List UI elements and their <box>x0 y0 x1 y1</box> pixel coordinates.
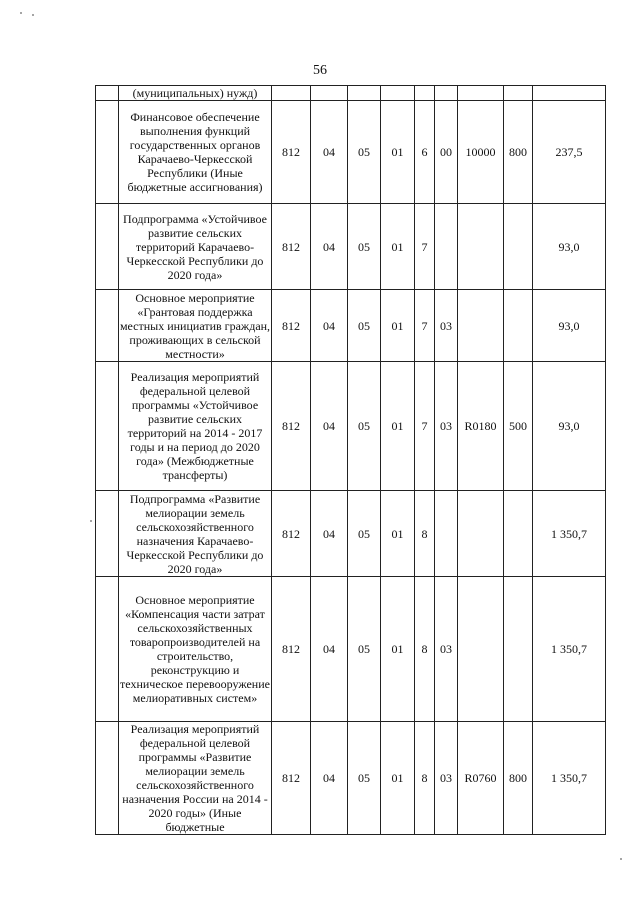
amount-cell: 93,0 <box>533 362 606 491</box>
subprogram-code-cell: 8 <box>415 577 435 722</box>
row-name-cell: Основное мероприятие «Грантовая поддержка местных инициатив граждан, проживающих в сельской местности» <box>119 290 271 361</box>
table-row <box>96 204 606 290</box>
subprogram-code-cell: 6 <box>415 101 435 204</box>
admin-code-cell: 812 <box>272 362 311 491</box>
direction-code-cell: R0180 <box>458 362 504 491</box>
subsection-code-cell <box>348 86 381 101</box>
row-name-cell: Подпрограмма «Устойчивое развитие сельских территорий Карачаево-Черкесской Республики до 2020 года» <box>119 204 272 290</box>
expense-type-code-cell <box>504 491 533 577</box>
measure-code-cell <box>435 86 458 101</box>
amount-cell <box>533 86 606 101</box>
program-code-cell <box>381 86 415 101</box>
expense-type-code-cell <box>504 290 533 362</box>
program-code-cell: 01 <box>381 722 415 835</box>
amount-cell: 1 350,7 <box>533 722 606 835</box>
row-name-cell: (муниципальных) нужд) <box>119 86 272 101</box>
subsection-code-cell: 05 <box>348 362 381 491</box>
table-row <box>96 491 606 577</box>
expense-type-code-cell <box>504 86 533 101</box>
blank-cell <box>96 577 119 722</box>
subprogram-code-cell <box>415 86 435 101</box>
scan-speck <box>32 14 34 16</box>
expense-type-code-cell: 500 <box>504 362 533 491</box>
section-code-cell: 04 <box>311 101 348 204</box>
measure-code-cell <box>435 204 458 290</box>
subprogram-code-cell: 7 <box>415 204 435 290</box>
subsection-code-cell: 05 <box>348 204 381 290</box>
blank-cell <box>96 101 119 204</box>
subprogram-code-cell: 8 <box>415 491 435 577</box>
admin-code-cell: 812 <box>272 491 311 577</box>
section-code-cell <box>311 86 348 101</box>
row-name-cell: Реализация мероприятий федеральной целевой программы «Развитие мелиорации земель сельскохозяйственного назначения России на 2014 - 2020 годы» (Иные бюджетные <box>119 722 272 835</box>
blank-cell <box>96 362 119 491</box>
direction-code-cell <box>458 290 504 362</box>
direction-code-cell: 10000 <box>458 101 504 204</box>
table-row <box>96 577 606 722</box>
admin-code-cell: 812 <box>272 101 311 204</box>
row-name-cell: Основное мероприятие «Компенсация части затрат сельскохозяйственных товаропроизводителей на строительство, реконструкцию и техническое перевооружение мелиоративных систем» <box>119 577 272 722</box>
measure-code-cell: 03 <box>435 722 458 835</box>
expense-type-code-cell <box>504 204 533 290</box>
admin-code-cell <box>272 86 311 101</box>
program-code-cell: 01 <box>381 577 415 722</box>
measure-code-cell <box>435 491 458 577</box>
expense-type-code-cell: 800 <box>504 101 533 204</box>
amount-cell: 1 350,7 <box>533 577 606 722</box>
subprogram-code-cell: 7 <box>415 362 435 491</box>
section-code-cell: 04 <box>311 362 348 491</box>
program-code-cell: 01 <box>381 204 415 290</box>
expense-type-code-cell <box>504 577 533 722</box>
subsection-code-cell: 05 <box>348 491 381 577</box>
page-number: 56 <box>313 63 327 78</box>
table-row <box>96 101 606 204</box>
direction-code-cell <box>458 491 504 577</box>
admin-code-cell: 812 <box>272 204 311 290</box>
section-code-cell: 04 <box>311 722 348 835</box>
program-code-cell: 01 <box>381 491 415 577</box>
table-row <box>96 86 606 101</box>
program-code-cell: 01 <box>381 362 415 491</box>
direction-code-cell <box>458 577 504 722</box>
amount-cell: 93,0 <box>533 290 606 362</box>
budget-table <box>95 85 606 835</box>
expense-type-code-cell: 800 <box>504 722 533 835</box>
blank-cell <box>96 491 119 577</box>
subprogram-code-cell: 7 <box>415 290 435 362</box>
program-code-cell: 01 <box>381 101 415 204</box>
blank-cell <box>96 722 119 835</box>
section-code-cell: 04 <box>311 204 348 290</box>
section-code-cell: 04 <box>311 577 348 722</box>
subsection-code-cell: 05 <box>348 290 381 362</box>
blank-cell <box>96 290 119 362</box>
amount-cell: 237,5 <box>533 101 606 204</box>
table-row <box>96 362 606 491</box>
direction-code-cell <box>458 86 504 101</box>
amount-cell: 93,0 <box>533 204 606 290</box>
measure-code-cell: 00 <box>435 101 458 204</box>
scan-speck <box>20 12 22 14</box>
section-code-cell: 04 <box>311 290 348 362</box>
table-row <box>96 290 606 362</box>
direction-code-cell: R0760 <box>458 722 504 835</box>
section-code-cell: 04 <box>311 491 348 577</box>
subprogram-code-cell: 8 <box>415 722 435 835</box>
measure-code-cell: 03 <box>435 362 458 491</box>
row-name-cell: Подпрограмма «Развитие мелиорации земель сельскохозяйственного назначения Карачаево-Черкесской Республики до 2020 года» <box>119 491 272 577</box>
blank-cell <box>96 86 119 101</box>
admin-code-cell: 812 <box>272 290 311 362</box>
admin-code-cell: 812 <box>272 577 311 722</box>
direction-code-cell <box>458 204 504 290</box>
program-code-cell: 01 <box>381 290 415 362</box>
amount-cell: 1 350,7 <box>533 491 606 577</box>
blank-cell <box>96 204 119 290</box>
row-name-cell: Финансовое обеспечение выполнения функций государственных органов Карачаево-Черкесской Республики (Иные бюджетные ассигнования) <box>119 101 272 204</box>
measure-code-cell: 03 <box>435 577 458 722</box>
subsection-code-cell: 05 <box>348 101 381 204</box>
scan-speck <box>620 858 622 860</box>
admin-code-cell: 812 <box>272 722 311 835</box>
subsection-code-cell: 05 <box>348 577 381 722</box>
row-name-cell: Реализация мероприятий федеральной целевой программы «Устойчивое развитие сельских территорий на 2014 - 2017 годы и на период до 2020 года» (Межбюджетные трансферты) <box>119 362 272 491</box>
table-row <box>96 722 606 835</box>
scan-speck <box>90 520 92 522</box>
measure-code-cell: 03 <box>435 290 458 362</box>
subsection-code-cell: 05 <box>348 722 381 835</box>
